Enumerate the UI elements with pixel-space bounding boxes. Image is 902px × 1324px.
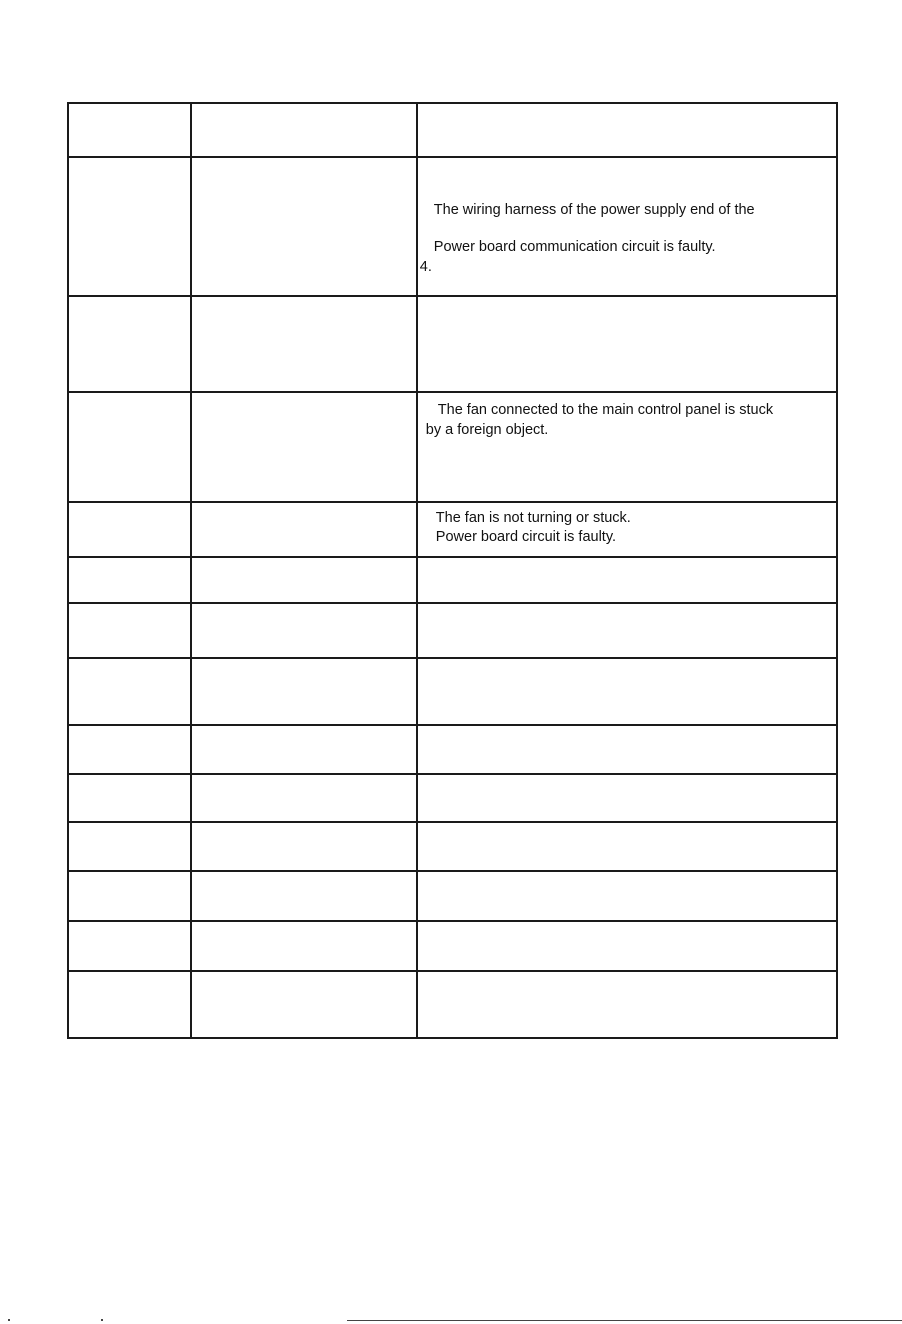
cause-cell [417, 774, 837, 822]
description-cell [191, 822, 417, 871]
description-cell [191, 157, 417, 296]
description-cell [191, 392, 417, 502]
page-edge-mark [101, 1319, 103, 1321]
cause-line: Power board circuit is faulty. [435, 529, 617, 545]
cause-cell [417, 658, 837, 725]
code-cell [68, 871, 191, 921]
cause-cell [417, 392, 837, 502]
cause-line: The fan is not turning or stuck. [435, 510, 631, 526]
code-cell [68, 157, 191, 296]
description-cell [191, 774, 417, 822]
cause-cell [417, 603, 837, 658]
page-edge-mark [8, 1319, 10, 1321]
cause-line: 4. [419, 259, 432, 275]
table-row [68, 871, 837, 921]
page-bottom-rule [347, 1320, 902, 1321]
table-row [68, 921, 837, 971]
cause-line: by a foreign object. [425, 422, 549, 438]
cause-cell [417, 502, 837, 557]
table-row [68, 502, 837, 557]
description-cell [191, 725, 417, 774]
code-cell [68, 296, 191, 392]
description-cell [191, 502, 417, 557]
cause-line: The fan connected to the main control panel is stuck [437, 402, 774, 418]
cause-cell [417, 822, 837, 871]
cause-cell [417, 103, 837, 157]
code-cell [68, 921, 191, 971]
code-cell [68, 658, 191, 725]
code-cell [68, 774, 191, 822]
table-row [68, 725, 837, 774]
description-cell [191, 296, 417, 392]
table-row [68, 557, 837, 603]
cause-cell [417, 725, 837, 774]
cause-cell [417, 971, 837, 1038]
code-cell [68, 971, 191, 1038]
table-row [68, 103, 837, 157]
cause-line: Power board communication circuit is faulty. [433, 239, 716, 255]
description-cell [191, 603, 417, 658]
table-row [68, 296, 837, 392]
code-cell [68, 103, 191, 157]
cause-line: The wiring harness of the power supply end of the [433, 202, 755, 218]
fault-table [67, 102, 838, 1039]
table-row [68, 157, 837, 296]
code-cell [68, 822, 191, 871]
description-cell [191, 871, 417, 921]
cause-cell [417, 921, 837, 971]
table-row [68, 658, 837, 725]
code-cell [68, 392, 191, 502]
code-cell [68, 557, 191, 603]
description-cell [191, 921, 417, 971]
code-cell [68, 603, 191, 658]
table-row [68, 774, 837, 822]
description-cell [191, 658, 417, 725]
table-row [68, 603, 837, 658]
description-cell [191, 103, 417, 157]
code-cell [68, 502, 191, 557]
table-row [68, 392, 837, 502]
table-row [68, 822, 837, 871]
table-row [68, 971, 837, 1038]
code-cell [68, 725, 191, 774]
cause-cell [417, 871, 837, 921]
cause-cell [417, 557, 837, 603]
description-cell [191, 557, 417, 603]
description-cell [191, 971, 417, 1038]
cause-cell [417, 296, 837, 392]
cause-cell [417, 157, 837, 296]
